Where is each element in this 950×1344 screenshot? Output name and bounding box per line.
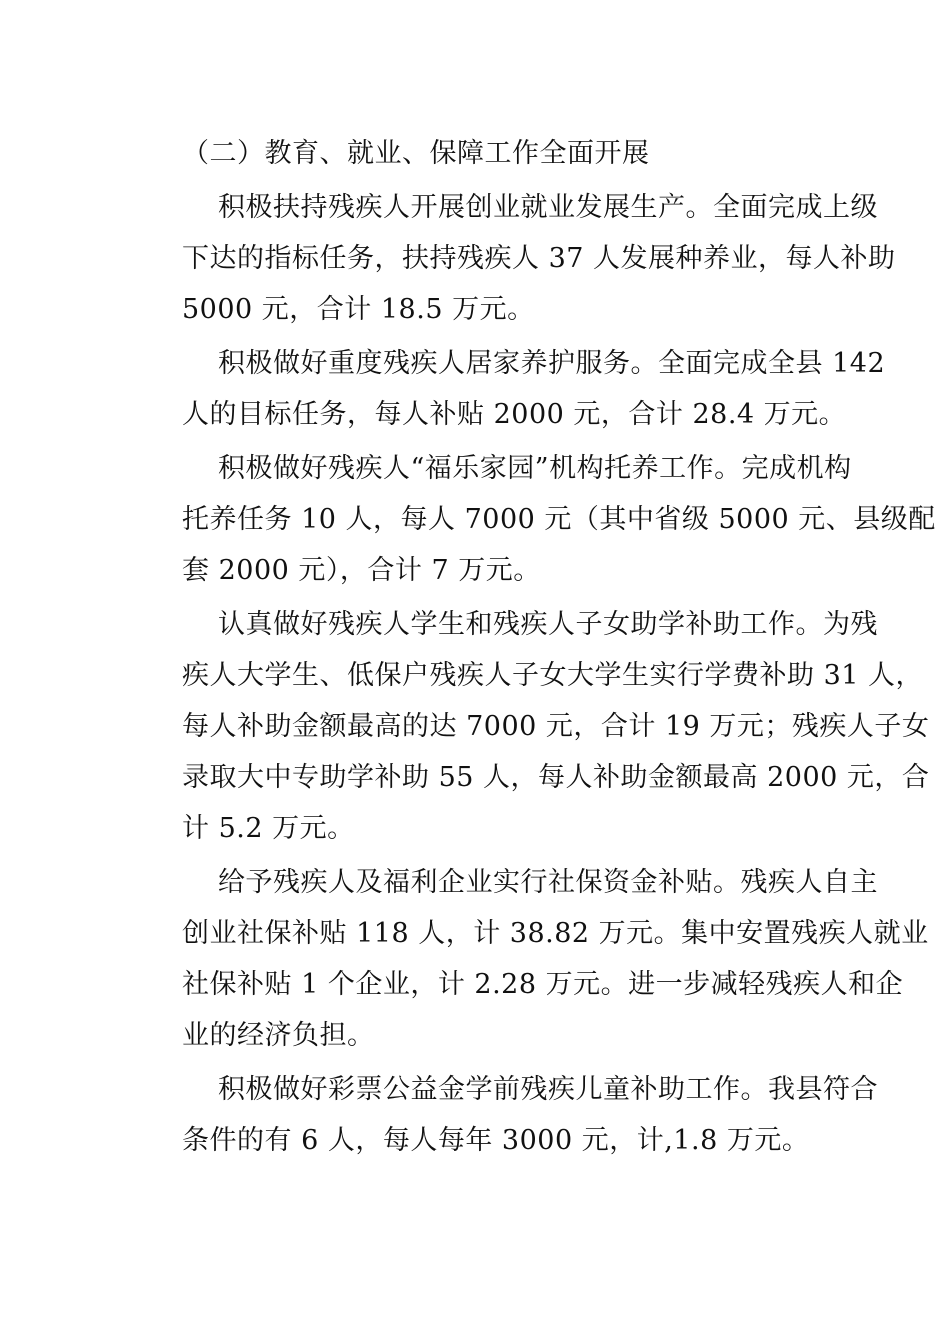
section-heading: （二）教育、就业、保障工作全面开展 xyxy=(182,138,650,169)
paragraph-line: 积极扶持残疾人开展创业就业发展生产。全面完成上级 xyxy=(218,192,878,223)
paragraph-line: 疾人大学生、低保户残疾人子女大学生实行学费补助 31 人， xyxy=(182,660,924,691)
paragraph-line: 5000 元，合计 18.5 万元。 xyxy=(182,294,535,325)
paragraph-line: 业的经济负担。 xyxy=(182,1020,375,1051)
paragraph-home-care-service xyxy=(146,338,886,440)
paragraph-social-security-subsidy xyxy=(146,857,929,1061)
paragraph-line: 积极做好彩票公益金学前残疾儿童补助工作。我县符合 xyxy=(218,1074,878,1105)
paragraph-line: 给予残疾人及福利企业实行社保资金补贴。残疾人自主 xyxy=(218,867,878,898)
paragraph-line: 每人补助金额最高的达 7000 元，合计 19 万元；残疾人子女 xyxy=(182,711,930,742)
document-body xyxy=(146,128,936,1166)
paragraph-student-aid xyxy=(146,599,930,854)
paragraph-line: 认真做好残疾人学生和残疾人子女助学补助工作。为残 xyxy=(218,609,878,640)
paragraph-line: 人的目标任务，每人补贴 2000 元，合计 28.4 万元。 xyxy=(182,399,847,430)
paragraph-line: 套 2000 元），合计 7 万元。 xyxy=(182,555,541,586)
paragraph-entrepreneurship-support xyxy=(146,182,896,335)
paragraph-line: 积极做好残疾人“福乐家园”机构托养工作。完成机构 xyxy=(218,453,852,484)
paragraph-line: 托养任务 10 人，每人 7000 元（其中省级 5000 元、县级配 xyxy=(182,504,936,535)
paragraph-line: 社保补贴 1 个企业，计 2.28 万元。进一步减轻残疾人和企 xyxy=(182,969,904,1000)
paragraph-line: 条件的有 6 人，每人每年 3000 元，计,1.8 万元。 xyxy=(182,1125,810,1156)
paragraph-line: 录取大中专助学补助 55 人，每人补助金额最高 2000 元，合 xyxy=(182,762,930,793)
paragraph-line: 创业社保补贴 118 人，计 38.82 万元。集中安置残疾人就业 xyxy=(182,918,929,949)
paragraph-preschool-child-subsidy xyxy=(146,1064,878,1166)
paragraph-line: 下达的指标任务，扶持残疾人 37 人发展种养业，每人补助 xyxy=(182,243,896,274)
paragraph-line: 积极做好重度残疾人居家养护服务。全面完成全县 142 xyxy=(218,348,886,379)
paragraph-institutional-care xyxy=(146,443,936,596)
paragraph-line: 计 5.2 万元。 xyxy=(182,813,355,844)
